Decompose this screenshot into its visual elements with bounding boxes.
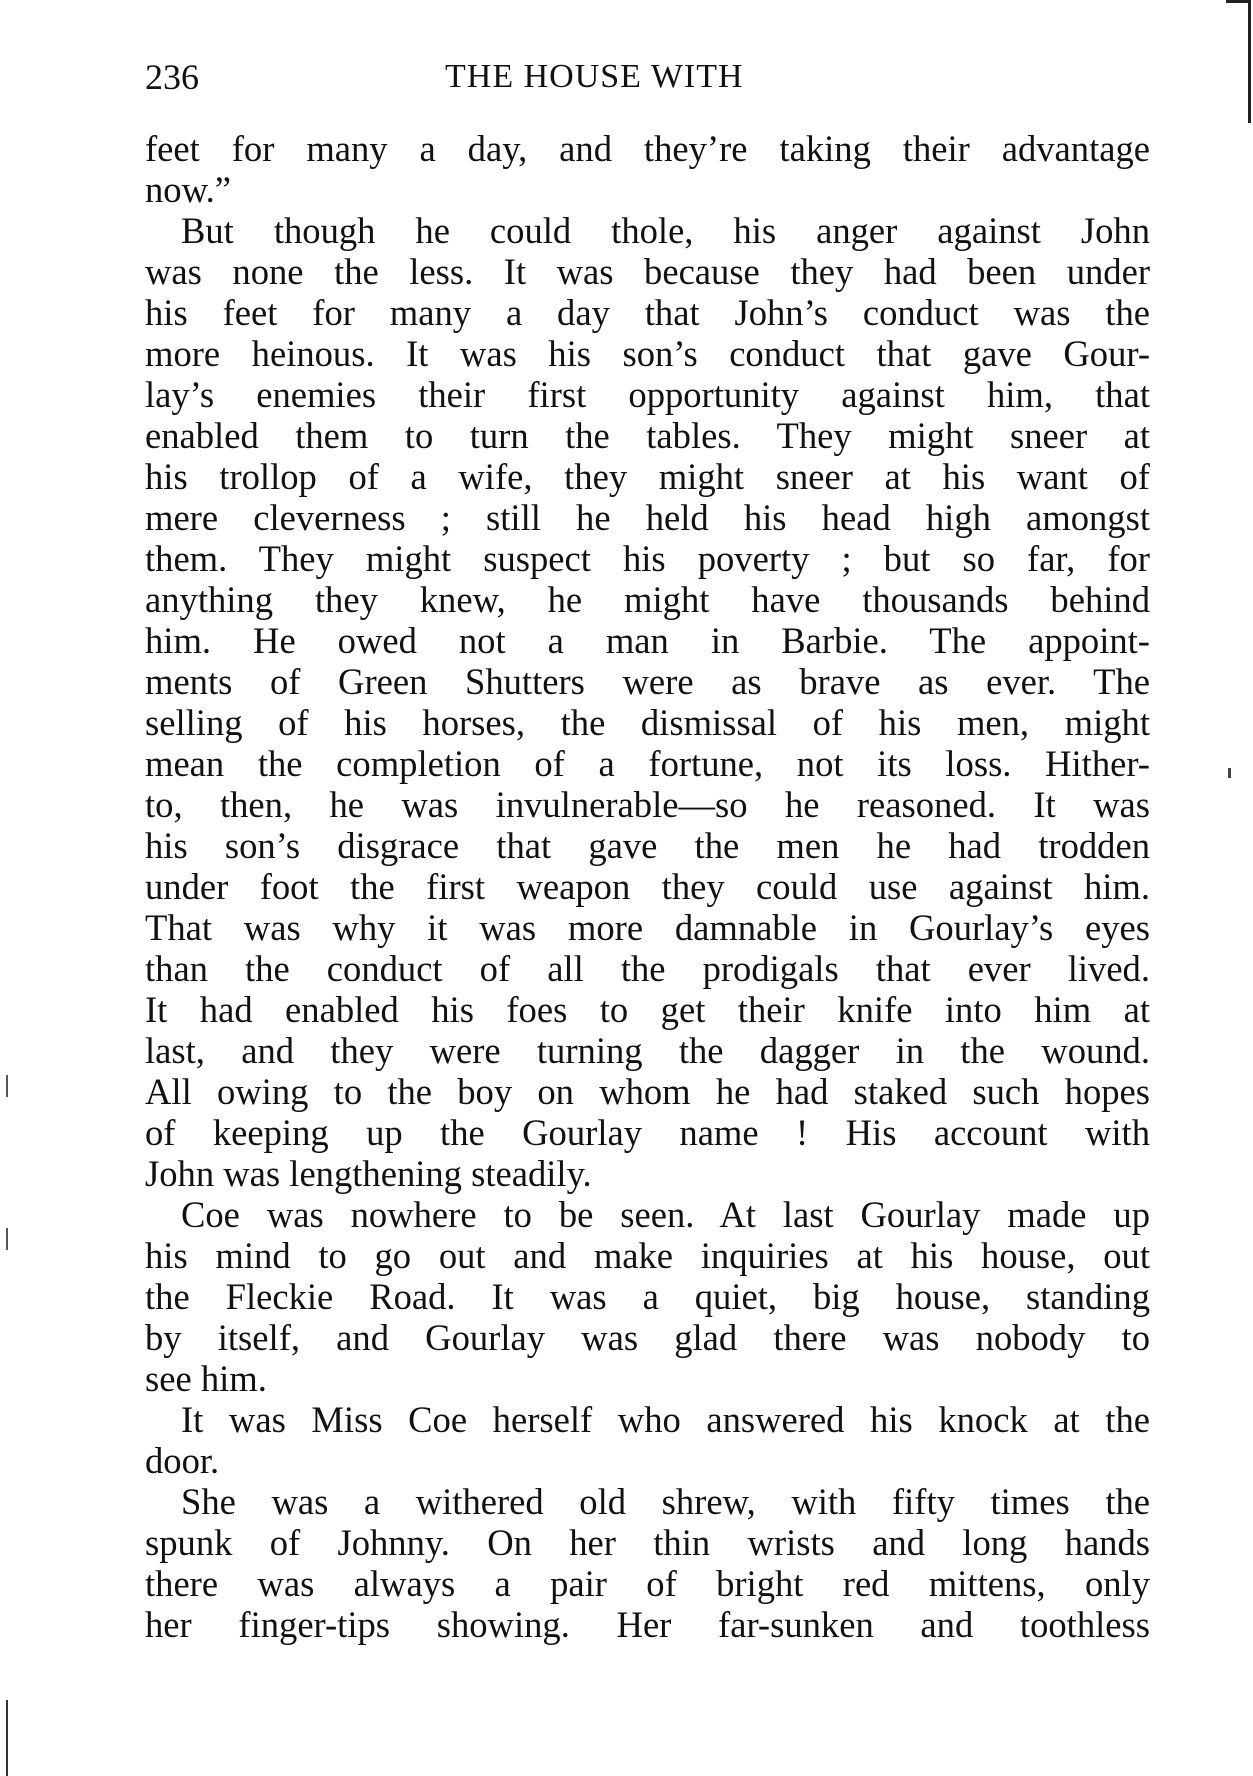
margin-speck — [1228, 768, 1231, 778]
text-line: ments of Green Shutters were as brave as ever. The — [145, 661, 1150, 702]
text-line: there was always a pair of bright red mittens, only — [145, 1563, 1150, 1604]
text-line: spunk of Johnny. On her thin wrists and long hands — [145, 1522, 1150, 1563]
text-line: under foot the first weapon they could use against him. — [145, 866, 1150, 907]
text-line: than the conduct of all the prodigals that ever lived. — [145, 948, 1150, 989]
running-title: THE HOUSE WITH — [445, 58, 744, 95]
text-line: selling of his horses, the dismissal of his men, might — [145, 702, 1150, 743]
page-corner-mark — [1226, 0, 1251, 123]
text-line: All owing to the boy on whom he had staked such hopes — [145, 1071, 1150, 1112]
text-line: the Fleckie Road. It was a quiet, big house, standing — [145, 1276, 1150, 1317]
text-line: him. He owed not a man in Barbie. The appoint- — [145, 620, 1150, 661]
text-line: his feet for many a day that John’s conduct was the — [145, 292, 1150, 333]
text-line: Coe was nowhere to be seen. At last Gourlay made up — [181, 1194, 1150, 1235]
scan-edge-mark — [6, 1228, 8, 1250]
text-line: door. — [145, 1440, 220, 1481]
page-number: 236 — [145, 57, 199, 97]
running-head — [145, 55, 1145, 105]
text-line: That was why it was more damnable in Gourlay’s eyes — [145, 907, 1150, 948]
text-line: John was lengthening steadily. — [145, 1153, 592, 1194]
text-line: last, and they were turning the dagger in the wound. — [145, 1030, 1150, 1071]
scan-edge-mark — [6, 1075, 8, 1097]
text-line: It was Miss Coe herself who answered his knock at the — [181, 1399, 1150, 1440]
body-text — [145, 128, 1150, 1645]
text-line: see him. — [145, 1358, 267, 1399]
text-line: his son’s disgrace that gave the men he had trodden — [145, 825, 1150, 866]
text-line: her finger-tips showing. Her far-sunken and toothless — [145, 1604, 1150, 1645]
text-line: to, then, he was invulnerable—so he reasoned. It was — [145, 784, 1150, 825]
text-line: mere cleverness ; still he held his head high amongst — [145, 497, 1150, 538]
text-line: his trollop of a wife, they might sneer at his want of — [145, 456, 1150, 497]
text-line: enabled them to turn the tables. They might sneer at — [145, 415, 1150, 456]
text-line: them. They might suspect his poverty ; but so far, for — [145, 538, 1150, 579]
scan-edge-mark — [6, 1700, 8, 1776]
text-line: lay’s enemies their first opportunity against him, that — [145, 374, 1150, 415]
text-line: by itself, and Gourlay was glad there was nobody to — [145, 1317, 1150, 1358]
text-line: She was a withered old shrew, with fifty times the — [181, 1481, 1150, 1522]
text-line: was none the less. It was because they had been under — [145, 251, 1150, 292]
text-line: now.” — [145, 169, 231, 210]
text-line: of keeping up the Gourlay name ! His account with — [145, 1112, 1150, 1153]
text-line: feet for many a day, and they’re taking their advantage — [145, 128, 1150, 169]
text-line: It had enabled his foes to get their knife into him at — [145, 989, 1150, 1030]
text-line: But though he could thole, his anger against John — [181, 210, 1150, 251]
text-line: anything they knew, he might have thousands behind — [145, 579, 1150, 620]
text-line: mean the completion of a fortune, not its loss. Hither- — [145, 743, 1150, 784]
text-line: his mind to go out and make inquiries at his house, out — [145, 1235, 1150, 1276]
text-line: more heinous. It was his son’s conduct that gave Gour- — [145, 333, 1150, 374]
